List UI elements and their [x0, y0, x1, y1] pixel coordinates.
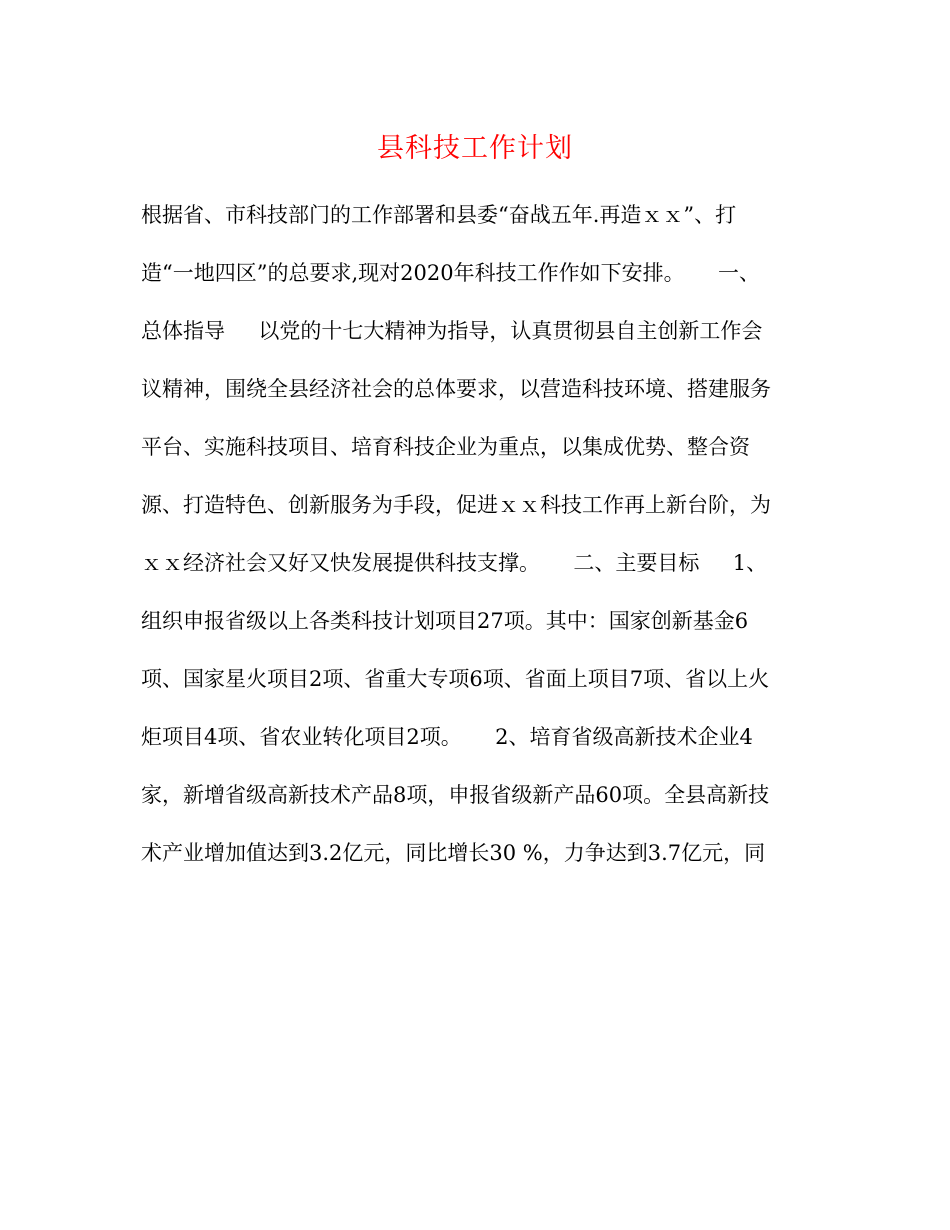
- body-line: 炬项目4项、省农业转化项目2项。 2、培育省级高新技术企业4: [141, 725, 753, 749]
- body-line: 项、国家星火项目2项、省重大专项6项、省面上项目7项、省以上火: [141, 667, 770, 691]
- document-title: 县科技工作计划: [377, 133, 573, 164]
- body-line: 术产业增加值达到3.2亿元，同比增长30 %，力争达到3.7亿元，同: [141, 841, 766, 865]
- body-line: ｘｘ经济社会又好又快发展提供科技支撑。 二、主要目标 1、: [141, 551, 768, 575]
- body-line: 平台、实施科技项目、培育科技企业为重点，以集成优势、整合资: [141, 435, 750, 459]
- body-line: 总体指导 以党的十七大精神为指导，认真贯彻县自主创新工作会: [141, 319, 763, 343]
- body-line: 议精神，围绕全县经济社会的总体要求，以营造科技环境、搭建服务: [141, 377, 771, 401]
- document-body: [141, 186, 821, 882]
- body-line: 造“一地四区”的总要求,现对2020年科技工作作如下安排。 一、: [141, 261, 760, 285]
- body-line: 源、打造特色、创新服务为手段，促进ｘｘ科技工作再上新台阶，为: [141, 493, 771, 517]
- body-line: 根据省、市科技部门的工作部署和县委“奋战五年.再造ｘｘ”、打: [141, 203, 737, 227]
- body-line: 家，新增省级高新技术产品8项，申报省级新产品60项。全县高新技: [141, 783, 770, 807]
- body-line: 组织申报省级以上各类科技计划项目27项。其中：国家创新基金6: [141, 609, 749, 633]
